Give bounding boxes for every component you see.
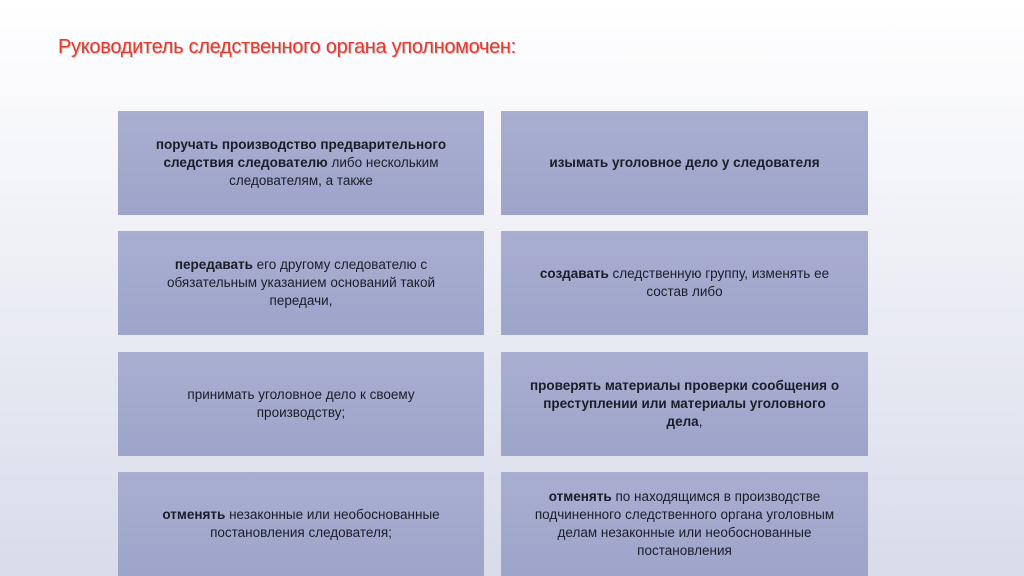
card-normal-text: следственную группу, изменять ее состав либо	[608, 266, 830, 299]
power-card-seize-case	[501, 111, 868, 215]
card-normal-text: либо нескольким следователям, а также	[229, 155, 439, 188]
card-bold-text: отменять	[548, 489, 612, 504]
power-card-check-materials	[501, 352, 868, 456]
card-text	[525, 265, 844, 301]
card-bold-text: проверять материалы проверки сообщения о преступлении или материалы уголовного дела	[529, 378, 840, 429]
power-card-transfer-case	[118, 231, 484, 335]
card-text	[142, 506, 460, 542]
card-bold-text: передавать	[174, 257, 253, 272]
power-card-cancel-subordinate-resolutions	[501, 472, 868, 576]
card-text	[549, 154, 819, 172]
card-text	[142, 136, 460, 190]
card-bold-text: отменять	[162, 507, 226, 522]
power-card-create-group	[501, 231, 868, 335]
power-card-cancel-resolutions	[118, 472, 484, 576]
card-bold-text: создавать	[539, 266, 609, 281]
card-text	[142, 256, 460, 310]
card-normal-text: незаконные или необоснованные постановления следователя;	[210, 507, 440, 540]
slide-title: Руководитель следственного органа уполномочен:	[58, 36, 516, 58]
power-card-assign-investigation	[118, 111, 484, 215]
power-card-accept-case	[118, 352, 484, 456]
card-normal-text: принимать уголовное дело к своему производству;	[187, 387, 415, 420]
card-text	[525, 488, 844, 560]
card-normal-text: по находящимся в производстве подчиненного следственного органа уголовным делам незаконные или необоснованные постановления	[534, 489, 835, 558]
card-normal-text: ,	[698, 414, 703, 429]
card-text	[525, 377, 844, 431]
card-bold-text: поручать производство предварительного следствия следователю	[155, 137, 447, 170]
card-bold-text: изымать уголовное дело у следователя	[549, 155, 820, 170]
card-text	[142, 386, 460, 422]
card-normal-text: его другому следователю с обязательным указанием оснований такой передачи,	[166, 257, 436, 308]
